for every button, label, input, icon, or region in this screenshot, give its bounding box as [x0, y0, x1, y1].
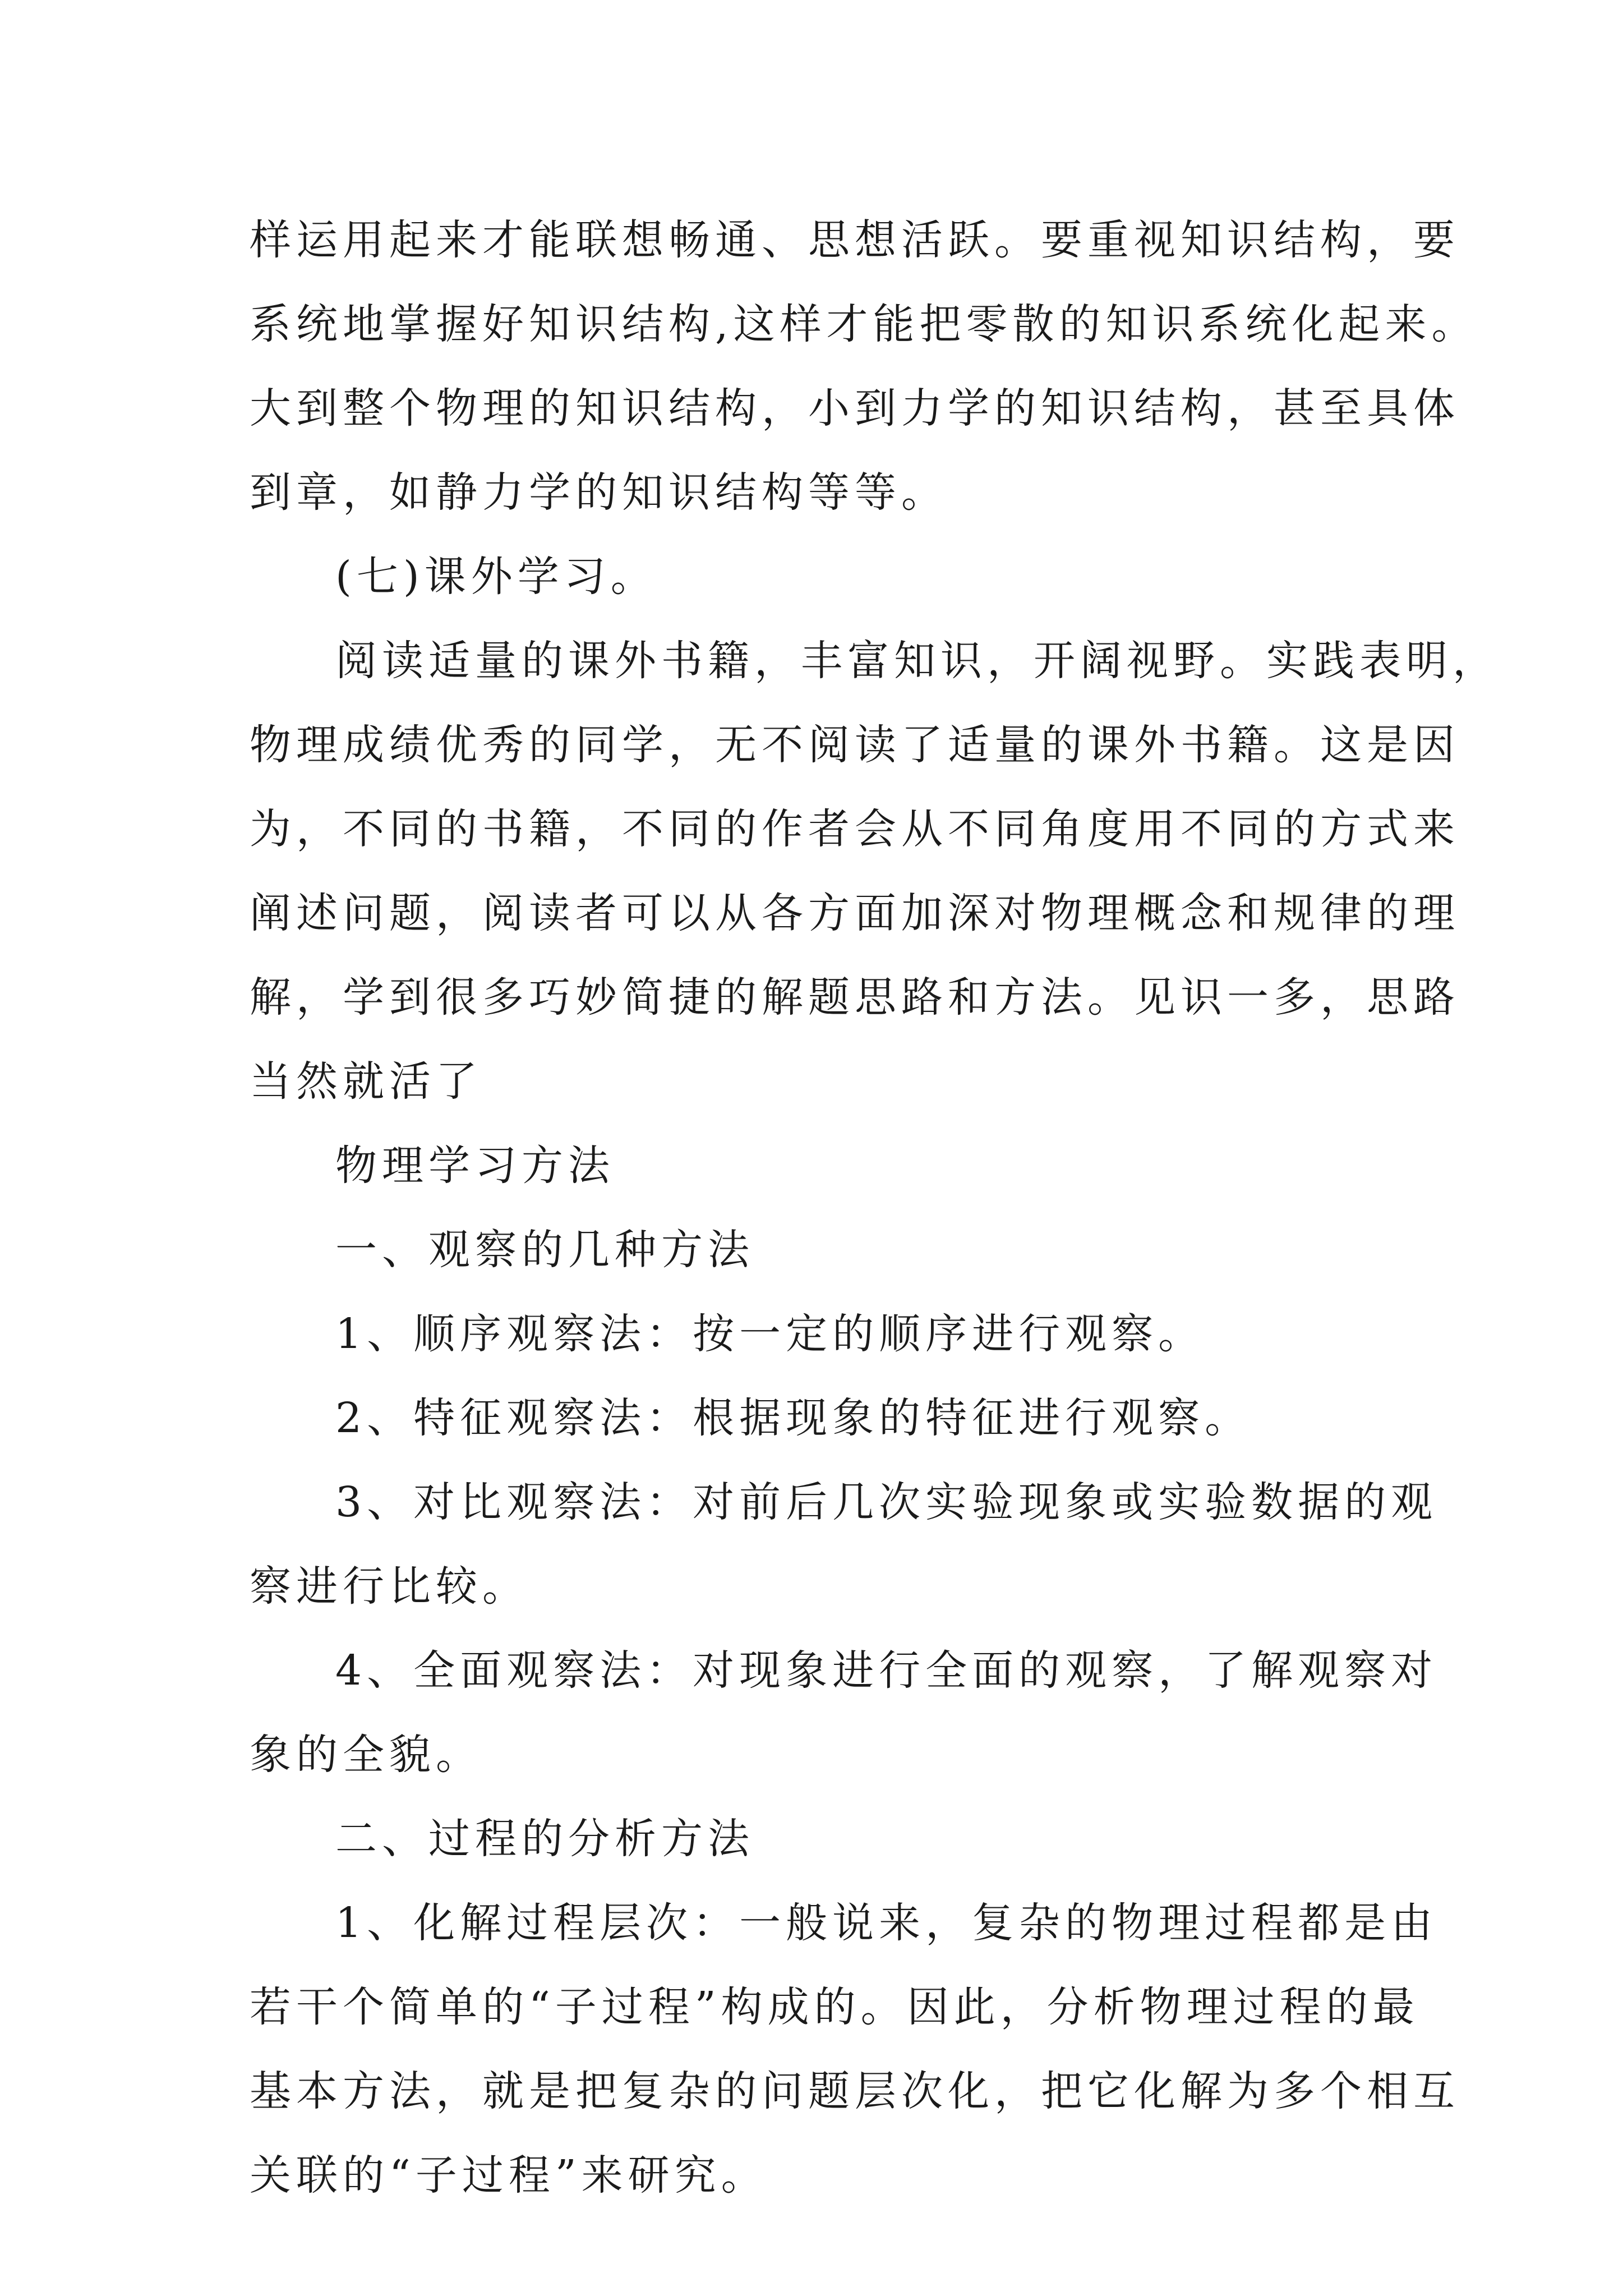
list-item: 4、全面观察法：对现象进行全面的观察，了解观察对	[335, 1646, 1438, 1695]
text-line: 大到整个物理的知识结构，小到力学的知识结构，甚至具体	[250, 384, 1460, 432]
list-item: 2、特征观察法：根据现象的特征进行观察。	[335, 1394, 1252, 1442]
text-line: 到章，如静力学的知识结构等等。	[250, 468, 948, 517]
text-line: 基本方法，就是把复杂的问题层次化，把它化解为多个相互	[250, 2067, 1460, 2115]
list-item: 3、对比观察法：对前后几次实验现象或实验数据的观	[335, 1478, 1438, 1526]
list-item: 1、化解过程层次：一般说来，复杂的物理过程都是由	[335, 1899, 1438, 1947]
text-line: 阅读适量的课外书籍，丰富知识，开阔视野。实践表明，	[335, 637, 1499, 685]
text-line: 为，不同的书籍，不同的作者会从不同角度用不同的方式来	[250, 805, 1460, 853]
subsection-heading: 二、过程的分析方法	[335, 1815, 754, 1863]
list-item: 1、顺序观察法：按一定的顺序进行观察。	[335, 1310, 1205, 1358]
subsection-heading: 一、观察的几种方法	[335, 1226, 754, 1274]
section-heading: (七)课外学习。	[335, 553, 657, 601]
text-line: 物理成绩优秀的同学，无不阅读了适量的课外书籍。这是因	[250, 721, 1460, 769]
text-line: 象的全貌。	[250, 1731, 482, 1779]
text-line: 当然就活了	[250, 1057, 482, 1106]
text-line: 样运用起来才能联想畅通、思想活跃。要重视知识结构，要	[250, 216, 1460, 264]
text-line: 系统地掌握好知识结构,这样才能把零散的知识系统化起来。	[250, 300, 1478, 348]
text-line: 解，学到很多巧妙简捷的解题思路和方法。见识一多，思路	[250, 973, 1460, 1022]
text-line: 阐述问题，阅读者可以从各方面加深对物理概念和规律的理	[250, 889, 1460, 937]
text-line: 若干个简单的“子过程”构成的。因此，分析物理过程的最	[250, 1983, 1419, 2031]
section-heading: 物理学习方法	[335, 1142, 615, 1190]
text-line: 察进行比较。	[250, 1562, 529, 1611]
text-line: 关联的“子过程”来研究。	[250, 2151, 768, 2200]
